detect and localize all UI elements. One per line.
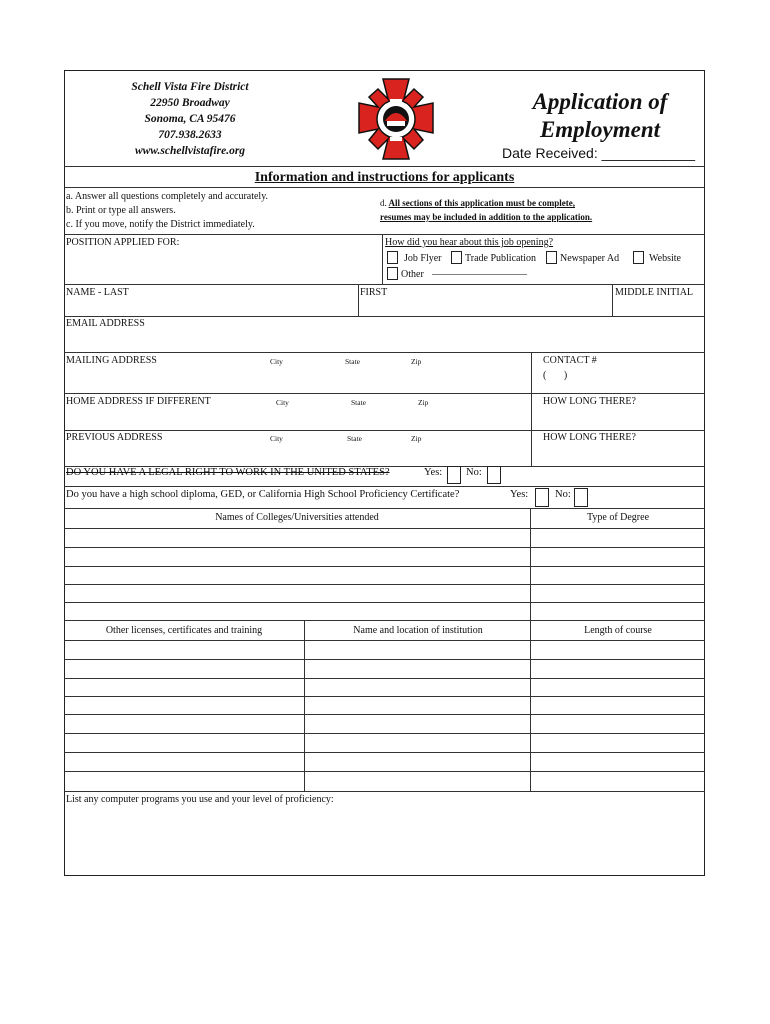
- name-last-label: NAME - LAST: [66, 287, 129, 298]
- other-label: Other: [401, 269, 424, 280]
- colleges-header: Names of Colleges/Universities attended: [215, 512, 379, 523]
- date-received-field[interactable]: ____________: [601, 145, 696, 161]
- home-city-label: City: [276, 398, 289, 407]
- license-row[interactable]: [64, 660, 705, 678]
- org-city: Sonoma, CA 95476: [144, 113, 236, 125]
- contact-label: CONTACT #: [543, 355, 597, 366]
- computer-programs-field[interactable]: [66, 808, 702, 872]
- instruction-b: b. Print or type all answers.: [66, 205, 176, 216]
- divider: [531, 352, 532, 466]
- other-field[interactable]: ___________________: [432, 265, 527, 276]
- license-row[interactable]: [64, 641, 705, 659]
- college-row[interactable]: [64, 567, 530, 584]
- name-middle-label: MIDDLE INITIAL: [615, 287, 694, 298]
- license-row[interactable]: [64, 753, 705, 771]
- divider: [64, 352, 705, 353]
- position-label: POSITION APPLIED FOR:: [66, 237, 180, 248]
- org-name: Schell Vista Fire District: [131, 81, 249, 93]
- name-first-label: FIRST: [360, 287, 388, 298]
- college-row[interactable]: [64, 585, 530, 602]
- mailing-state-label: State: [345, 357, 360, 366]
- license-row[interactable]: [64, 734, 705, 752]
- degree-cell[interactable]: [531, 548, 705, 566]
- instruction-a: a. Answer all questions completely and accurately.: [66, 191, 269, 202]
- institution-header: Name and location of institution: [353, 625, 483, 636]
- divider: [64, 316, 705, 317]
- home-zip-label: Zip: [418, 398, 429, 407]
- mailing-address-label: MAILING ADDRESS: [66, 355, 157, 366]
- divider: [612, 284, 613, 316]
- referral-question: How did you hear about this job opening?: [385, 237, 554, 248]
- job-flyer-checkbox[interactable]: [387, 251, 398, 264]
- diploma-yes-label: Yes:: [510, 489, 529, 500]
- info-title: Information and instructions for applicants: [254, 170, 515, 185]
- licenses-header: Other licenses, certificates and training: [105, 625, 263, 636]
- legal-question: DO YOU HAVE A LEGAL RIGHT TO WORK IN THE UNITED STATES?: [66, 467, 390, 478]
- instruction-c: c. If you move, notify the District immediately.: [66, 219, 255, 230]
- org-address-block: [80, 79, 300, 159]
- diploma-yes-checkbox[interactable]: [535, 488, 549, 507]
- org-website: www.schellvistafire.org: [134, 145, 246, 157]
- course-length-header: Length of course: [584, 625, 652, 636]
- contact-field[interactable]: ( ): [543, 370, 568, 381]
- diploma-no-checkbox[interactable]: [574, 488, 588, 507]
- mailing-zip-label: Zip: [411, 357, 422, 366]
- name-middle-field[interactable]: [614, 299, 702, 315]
- degree-cell[interactable]: [531, 567, 705, 584]
- website-checkbox[interactable]: [633, 251, 644, 264]
- diploma-question: Do you have a high school diploma, GED, or California High School Proficiency Certificate?: [66, 489, 460, 500]
- trade-publication-checkbox[interactable]: [451, 251, 462, 264]
- divider: [64, 187, 705, 188]
- legal-yes-checkbox[interactable]: [447, 466, 461, 484]
- previous-zip-label: Zip: [411, 434, 422, 443]
- instruction-d-line2: resumes may be included in addition to the application.: [380, 212, 593, 222]
- previous-how-long-label: HOW LONG THERE?: [543, 432, 636, 443]
- email-field[interactable]: [64, 331, 705, 351]
- name-first-field[interactable]: [360, 299, 610, 315]
- instruction-d-prefix: d.: [380, 198, 387, 208]
- college-row[interactable]: [64, 603, 530, 620]
- legal-no-checkbox[interactable]: [487, 466, 501, 484]
- form-title: [500, 88, 700, 144]
- home-address-label: HOME ADDRESS IF DIFFERENT: [66, 396, 211, 407]
- previous-city-label: City: [270, 434, 283, 443]
- job-flyer-label: Job Flyer: [404, 253, 442, 264]
- mailing-address-field[interactable]: [66, 368, 528, 390]
- computer-programs-label: List any computer programs you use and your level of proficiency:: [66, 794, 334, 805]
- divider: [64, 791, 705, 792]
- name-last-field[interactable]: [66, 299, 356, 315]
- home-state-label: State: [351, 398, 366, 407]
- college-row[interactable]: [64, 529, 530, 547]
- date-received-label: Date Received:: [502, 145, 598, 161]
- position-field[interactable]: [64, 250, 382, 282]
- license-row[interactable]: [64, 715, 705, 733]
- previous-address-label: PREVIOUS ADDRESS: [66, 432, 163, 443]
- newspaper-ad-label: Newspaper Ad: [560, 253, 620, 264]
- form-title-line1: Application of: [532, 89, 668, 114]
- license-row[interactable]: [64, 697, 705, 714]
- divider: [64, 508, 705, 509]
- divider: [64, 166, 705, 167]
- home-how-long-label: HOW LONG THERE?: [543, 396, 636, 407]
- previous-address-field[interactable]: [66, 446, 528, 464]
- divider: [64, 393, 705, 394]
- previous-state-label: State: [347, 434, 362, 443]
- license-row[interactable]: [64, 772, 705, 791]
- org-street: 22950 Broadway: [150, 97, 230, 109]
- trade-publication-label: Trade Publication: [465, 253, 537, 264]
- diploma-no-label: No:: [555, 489, 571, 500]
- divider: [64, 486, 705, 487]
- other-checkbox[interactable]: [387, 267, 398, 280]
- legal-yes-label: Yes:: [424, 467, 443, 478]
- divider: [64, 620, 705, 621]
- instructions-left: [66, 190, 268, 232]
- legal-no-label: No:: [466, 467, 482, 478]
- instruction-d-line1: All sections of this application must be complete,: [388, 198, 576, 208]
- newspaper-ad-checkbox[interactable]: [546, 251, 557, 264]
- divider: [358, 284, 359, 316]
- degree-cell[interactable]: [531, 585, 705, 602]
- degree-cell[interactable]: [531, 529, 705, 547]
- license-row[interactable]: [64, 679, 705, 696]
- org-phone: 707.938.2633: [158, 129, 222, 141]
- mailing-city-label: City: [270, 357, 283, 366]
- divider: [64, 430, 705, 431]
- email-label: EMAIL ADDRESS: [66, 318, 145, 329]
- date-received: [502, 145, 695, 161]
- divider: [64, 284, 705, 285]
- divider: [64, 234, 705, 235]
- degree-header: Type of Degree: [586, 512, 650, 523]
- college-row[interactable]: [64, 548, 530, 566]
- instruction-d: [380, 196, 592, 224]
- home-address-field[interactable]: [66, 409, 528, 429]
- website-label: Website: [649, 253, 681, 264]
- degree-cell[interactable]: [531, 603, 705, 620]
- divider: [382, 234, 383, 284]
- fire-district-logo: [357, 77, 435, 161]
- form-title-line2: Employment: [539, 117, 661, 142]
